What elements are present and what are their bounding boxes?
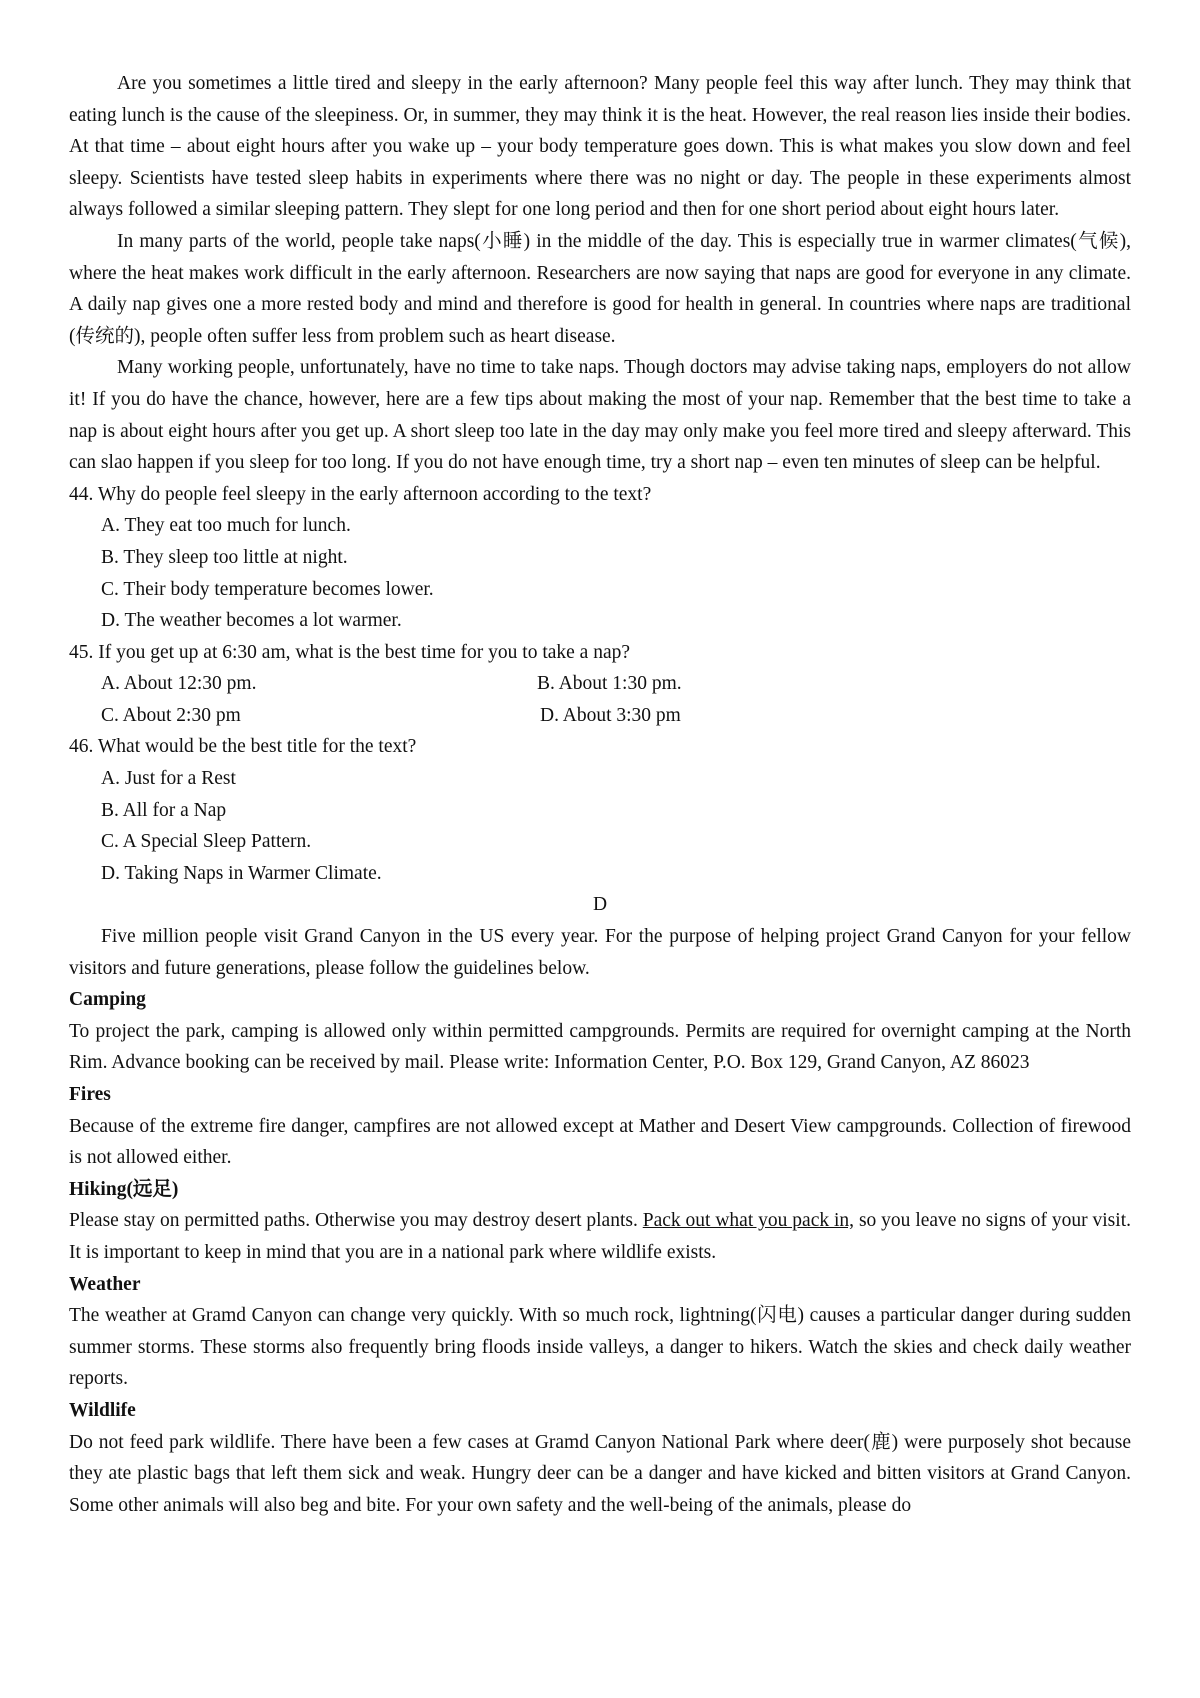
hiking-text: [69, 1205, 1131, 1268]
question-45-stem: 45. If you get up at 6:30 am, what is the best time for you to take a nap?: [69, 641, 631, 663]
passage-c-paragraph-1: Are you sometimes a little tired and sleepy in the early afternoon? Many people feel this way after lunch. They may think that eating lunch is the cause of the sleepiness. Or, in summer, they may think it is the heat. However, the real reason lies inside their bodies. At that time – about eight hours after you wake up – your body temperature goes down. This is what makes you slow down and feel sleepy. Scientists have tested sleep habits in experiments where there was no night or day. The people in these experiments almost always followed a similar sleeping pattern. They slept for one long period and then for one short period about eight hours later.: [69, 73, 1131, 221]
weather-heading: Weather: [69, 1273, 141, 1295]
question-46-stem: 46. What would be the best title for the text?: [69, 736, 417, 758]
question-45-option-b: B. About 1:30 pm.: [537, 673, 682, 695]
question-44-option-c: C. Their body temperature becomes lower.: [101, 578, 434, 600]
question-46-option-a: A. Just for a Rest: [101, 768, 236, 790]
passage-c-paragraph-3: Many working people, unfortunately, have no time to take naps. Though doctors may advise taking naps, employers do not allow it! If you do have the chance, however, here are a few tips about making the most of your nap. Remember that the best time to take a nap is about eight hours after you get up. A short sleep too late in the day may only make you feel more tired and sleepy afterward. This can slao happen if you sleep for too long. If you do not have enough time, try a short nap – even ten minutes of sleep can be helpful.: [69, 357, 1131, 474]
camping-text: To project the park, camping is allowed only within permitted campgrounds. Permits are required for overnight camping at the North Rim. Advance booking can be received by mail. Please write: Information Center, P.O. Box 129, Grand Canyon, AZ 86023: [69, 1020, 1131, 1074]
camping-heading: Camping: [69, 989, 146, 1011]
fires-text: Because of the extreme fire danger, campfires are not allowed except at Mather and Desert View campgrounds. Collection of firewood is not allowed either.: [69, 1115, 1131, 1169]
question-44: [69, 479, 1131, 637]
section-letter-d: D: [592, 894, 608, 916]
question-46-option-c: C. A Special Sleep Pattern.: [101, 831, 312, 853]
question-45-options-row-2: [69, 700, 1131, 732]
weather-text: The weather at Gramd Canyon can change very quickly. With so much rock, lightning(闪电) causes a particular danger during sudden summer storms. These storms also frequently bring floods inside valleys, a danger to hikers. Watch the skies and check daily weather reports.: [69, 1305, 1131, 1390]
hiking-heading: Hiking(远足): [69, 1178, 179, 1200]
question-46-option-d: D. Taking Naps in Warmer Climate.: [101, 862, 382, 884]
question-46: [69, 731, 1131, 889]
wildlife-heading: Wildlife: [69, 1399, 136, 1421]
question-45-option-c: C. About 2:30 pm: [101, 704, 241, 726]
question-44-option-a: A. They eat too much for lunch.: [101, 515, 351, 537]
question-45: [69, 637, 1131, 732]
hiking-text-part-1: Please stay on permitted paths. Otherwise you may destroy desert plants.: [69, 1210, 643, 1232]
question-45-option-a: A. About 12:30 pm.: [101, 673, 257, 695]
hiking-text-part-2: so you leave no signs of your visit. It is important to keep in mind that you are in a national park where wildlife exists.: [69, 1210, 1131, 1263]
question-46-option-b: B. All for a Nap: [101, 799, 227, 821]
question-45-option-d: D. About 3:30 pm: [540, 704, 681, 726]
question-44-option-d: D. The weather becomes a lot warmer.: [101, 610, 402, 632]
question-44-stem: 44. Why do people feel sleepy in the early afternoon according to the text?: [69, 483, 652, 505]
fires-heading: Fires: [69, 1084, 111, 1105]
passage-d-intro: Five million people visit Grand Canyon in the US every year. For the purpose of helping project Grand Canyon for your fellow visitors and future generations, please follow the guidelines below.: [69, 926, 1131, 979]
question-45-options-row-1: [69, 668, 1131, 700]
wildlife-text: Do not feed park wildlife. There have been a few cases at Gramd Canyon National Park where deer(鹿) were purposely shot because they ate plastic bags that left them sick and weak. Hungry deer can be a danger and have kicked and bitten visitors at Grand Canyon. Some other animals will also beg and bite. For your own safety and the well-being of the animals, please do: [69, 1431, 1131, 1516]
question-44-option-b: B. They sleep too little at night.: [101, 546, 348, 568]
passage-c-paragraph-2: In many parts of the world, people take naps(小睡) in the middle of the day. This is especially true in warmer climates(气候), where the heat makes work difficult in the early afternoon. Researchers are now saying that naps are good for everyone in any climate. A daily nap gives one a more rested body and mind and therefore is good for health in general. In countries where naps are traditional (传统的), people often suffer less from problem such as heart disease.: [69, 230, 1131, 347]
hiking-underlined-phrase: Pack out what you pack in,: [642, 1210, 855, 1232]
